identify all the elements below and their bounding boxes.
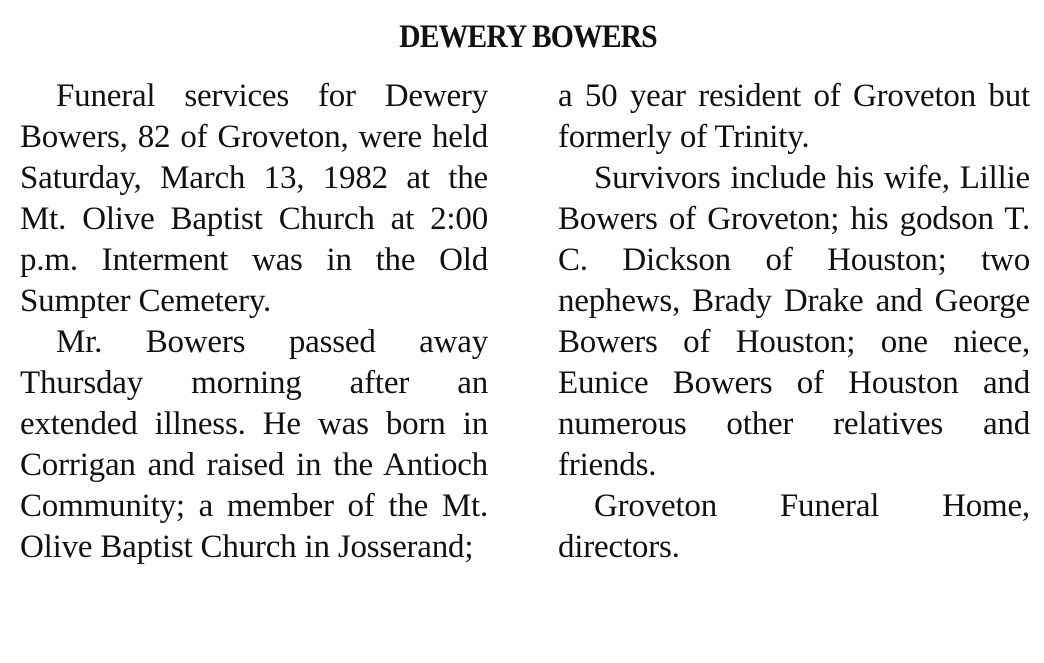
biography-paragraph: Mr. Bowers passed away Thursday morning after an extended illness. He was born in Corrigan and raised in the Antioch Community; a member of the Mt. Olive Baptist Church in Josserand; bbox=[20, 324, 488, 565]
funeral-services-paragraph: Funeral services for Dewery Bowers, 82 of Groveton, were held Saturday, March 13, 1982 at the Mt. Olive Baptist Church at 2:00 p.m. Interment was in the Old Sumpter Cemetery. bbox=[20, 78, 488, 319]
survivors-paragraph: Survivors include his wife, Lillie Bowers of Groveton; his godson T. C. Dickson of Houston; two nephews, Brady Drake and George Bowers of Houston; one niece, Eunice Bowers of Houston and numerous other relatives and friends. bbox=[558, 160, 1030, 483]
right-column bbox=[558, 76, 1030, 568]
funeral-home-paragraph: Groveton Funeral Home, directors. bbox=[558, 488, 1030, 565]
left-column bbox=[20, 76, 488, 568]
biography-continued-paragraph: a 50 year resident of Groveton but formerly of Trinity. bbox=[558, 78, 1030, 155]
obituary-title: DEWERY BOWERS bbox=[399, 19, 657, 55]
